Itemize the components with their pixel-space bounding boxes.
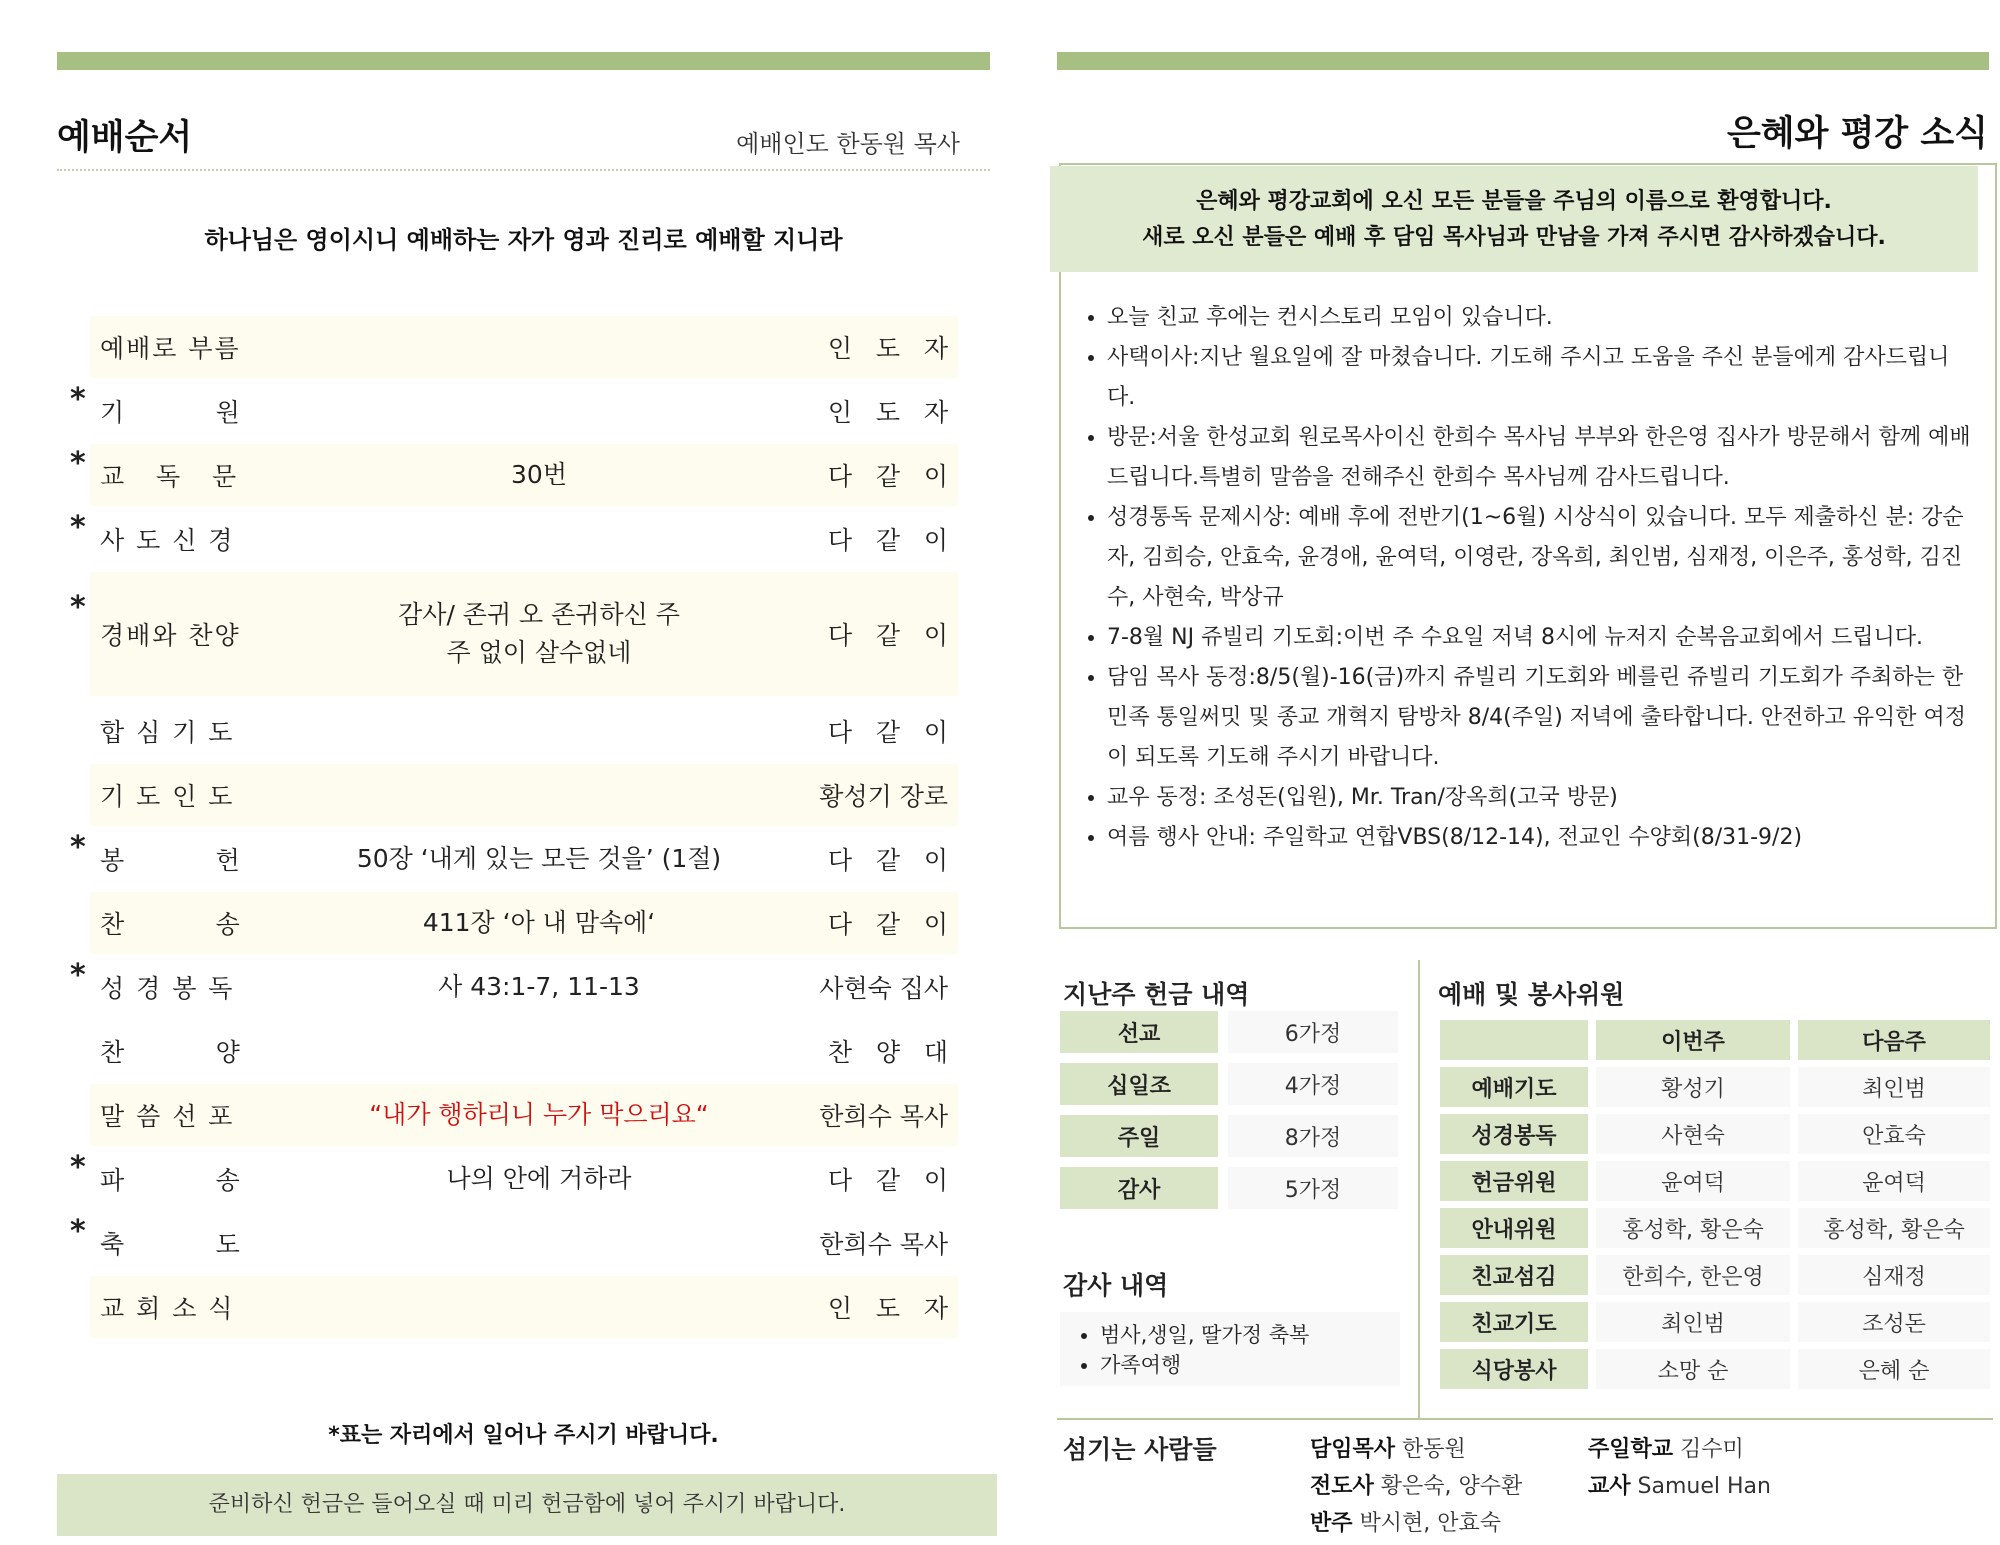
staff-entry <box>1310 1506 1501 1537</box>
worship-leader: 예배인도 한동원 목사 <box>736 130 960 158</box>
title-divider <box>57 169 990 171</box>
order-row <box>90 764 958 826</box>
order-leader: 다 같 이 <box>827 1166 948 1195</box>
service-role: 예배기도 <box>1440 1067 1588 1107</box>
order-leader: 인 도 자 <box>827 398 948 427</box>
order-label: 찬 양 <box>100 1038 242 1067</box>
offering-label: 선교 <box>1060 1011 1218 1053</box>
order-row <box>70 380 958 442</box>
staff-role: 교사 <box>1588 1474 1631 1499</box>
order-row <box>90 316 958 378</box>
order-content: 411장 ‘아 내 맘속에‘ <box>422 908 656 937</box>
standing-note: *표는 자리에서 일어나 주시기 바랍니다. <box>328 1423 719 1448</box>
service-role: 안내위원 <box>1440 1208 1588 1248</box>
scripture-verse: 하나님은 영이시니 예배하는 자가 영과 진리로 예배할 지니라 <box>204 226 843 254</box>
thanks-list <box>1060 1312 1400 1380</box>
standing-asterisk: * <box>70 830 86 865</box>
offering-value: 6가정 <box>1228 1011 1398 1053</box>
service-title: 예배 및 봉사위원 <box>1438 980 1625 1009</box>
service-name: 황성기 <box>1596 1067 1790 1107</box>
service-name: 최인범 <box>1798 1067 1990 1107</box>
order-leader: 다 같 이 <box>827 621 948 650</box>
news-list-wrap <box>1062 298 1974 858</box>
service-header: 다음주 <box>1798 1020 1990 1060</box>
staff-names: 김수미 <box>1673 1437 1744 1462</box>
offering-value: 5가정 <box>1228 1167 1398 1209</box>
news-item: • 7-8월 NJ 쥬빌리 기도회:이번 주 수요일 저녁 8시에 뉴저지 순복음교회에서 드립니다. <box>1107 618 1974 658</box>
order-label: 축 도 <box>100 1230 242 1259</box>
order-label: 경배와 찬양 <box>100 621 241 650</box>
order-label: 말 씀 선 포 <box>100 1102 235 1131</box>
offering-label: 감사 <box>1060 1167 1218 1209</box>
service-name: 안효숙 <box>1798 1114 1990 1154</box>
service-role: 성경봉독 <box>1440 1114 1588 1154</box>
order-leader: 다 같 이 <box>827 846 948 875</box>
offering-label: 주일 <box>1060 1115 1218 1157</box>
service-name: 윤여덕 <box>1596 1161 1790 1201</box>
service-name: 심재정 <box>1798 1255 1990 1295</box>
order-label: 찬 송 <box>100 910 242 939</box>
staff-role: 반주 <box>1310 1511 1353 1536</box>
service-name: 최인범 <box>1596 1302 1790 1342</box>
standing-asterisk: * <box>70 510 86 545</box>
standing-asterisk: * <box>70 958 86 993</box>
standing-asterisk: * <box>70 1214 86 1249</box>
order-label: 기 도 인 도 <box>100 782 235 811</box>
service-name: 홍성학, 황은숙 <box>1596 1208 1790 1248</box>
order-content: “내가 행하리니 누가 막으리요“ <box>369 1100 709 1129</box>
order-content: 감사/ 존귀 오 존귀하신 주 주 없이 살수없네 <box>398 600 680 667</box>
order-leader: 다 같 이 <box>827 718 948 747</box>
section-divider-horizontal <box>1057 1418 1993 1420</box>
order-label: 봉 헌 <box>100 846 242 875</box>
order-leader: 다 같 이 <box>827 910 948 939</box>
staff-names: 박시현, 안효숙 <box>1352 1511 1502 1536</box>
service-role: 친교기도 <box>1440 1302 1588 1342</box>
order-leader: 인 도 자 <box>827 1294 948 1323</box>
order-label: 교 회 소 식 <box>100 1294 235 1323</box>
order-leader: 다 같 이 <box>827 526 948 555</box>
order-content: 나의 안에 거하라 <box>446 1164 632 1193</box>
news-item: • 담임 목사 동정:8/5(월)-16(금)까지 쥬빌리 기도회와 베를린 쥬빌리 기도회가 주최하는 한민족 통일써밋 및 종교 개혁지 탐방차 8/4(주일) 저녁에 출타합니다. 안전하고 유익한 여정이 되도록 기도해 주시기 바랍니다. <box>1107 658 1974 778</box>
staff-entry <box>1310 1469 1522 1500</box>
order-row <box>90 1084 958 1146</box>
order-leader: 인 도 자 <box>827 334 948 363</box>
news-list <box>1062 298 1974 858</box>
welcome-line-1: 은혜와 평강교회에 오신 모든 분들을 주님의 이름으로 환영합니다. <box>1196 189 1832 214</box>
thanks-box <box>1060 1312 1400 1386</box>
order-label: 합 심 기 도 <box>100 718 235 747</box>
staff-names: 한동원 <box>1395 1437 1466 1462</box>
order-leader: 한희수 목사 <box>819 1102 948 1131</box>
order-row <box>90 700 958 762</box>
order-leader: 찬 양 대 <box>827 1038 948 1067</box>
right-top-bar <box>1057 52 1989 70</box>
order-label: 성 경 봉 독 <box>100 974 235 1003</box>
standing-asterisk: * <box>70 446 86 481</box>
welcome-line-2: 새로 오신 분들은 예배 후 담임 목사님과 만남을 가져 주시면 감사하겠습니다. <box>1142 225 1886 250</box>
staff-names: 황은숙, 양수환 <box>1373 1474 1523 1499</box>
order-content: 30번 <box>511 460 567 489</box>
left-top-bar <box>57 52 990 70</box>
order-label: 파 송 <box>100 1166 242 1195</box>
thanks-title: 감사 내역 <box>1063 1271 1169 1300</box>
staff-role: 담임목사 <box>1310 1437 1396 1462</box>
service-name: 소망 순 <box>1596 1349 1790 1389</box>
order-row <box>90 1020 958 1082</box>
order-row <box>70 572 958 696</box>
offering-footer-text: 준비하신 헌금은 들어오실 때 미리 헌금함에 넣어 주시기 바랍니다. <box>208 1492 846 1517</box>
staff-entry <box>1588 1432 1744 1463</box>
service-name: 홍성학, 황은숙 <box>1798 1208 1990 1248</box>
offering-label: 십일조 <box>1060 1063 1218 1105</box>
staff-title: 섬기는 사람들 <box>1063 1435 1217 1464</box>
order-leader: 사현숙 집사 <box>819 974 948 1003</box>
service-role: 친교섬김 <box>1440 1255 1588 1295</box>
service-role: 헌금위원 <box>1440 1161 1588 1201</box>
service-name: 은혜 순 <box>1798 1349 1990 1389</box>
service-name: 사현숙 <box>1596 1114 1790 1154</box>
order-row <box>70 956 958 1018</box>
order-row <box>90 1276 958 1338</box>
service-name: 조성돈 <box>1798 1302 1990 1342</box>
service-header: 이번주 <box>1596 1020 1790 1060</box>
section-divider-vertical <box>1418 960 1420 1418</box>
staff-entry <box>1588 1469 1771 1500</box>
order-row <box>70 1212 958 1274</box>
order-content: 사 43:1-7, 11-13 <box>438 972 640 1001</box>
offering-value: 4가정 <box>1228 1063 1398 1105</box>
order-label: 예배로 부름 <box>100 334 241 363</box>
staff-role: 전도사 <box>1310 1474 1374 1499</box>
order-leader: 다 같 이 <box>827 462 948 491</box>
order-row <box>70 828 958 890</box>
news-item: • 성경통독 문제시상: 예배 후에 전반기(1~6월) 시상식이 있습니다. 모두 제출하신 분: 강순자, 김희승, 안효숙, 윤경애, 윤여덕, 이영란, 장옥희, 최인범, 심재정, 이은주, 홍성학, 김진수, 사현숙, 박상규 <box>1107 498 1974 618</box>
service-name: 한희수, 한은영 <box>1596 1255 1790 1295</box>
order-label: 교 독 문 <box>100 462 239 491</box>
thanks-item: • 가족여행 <box>1100 1350 1400 1380</box>
thanks-item: • 범사,생일, 딸가정 축복 <box>1100 1320 1400 1350</box>
service-role: 식당봉사 <box>1440 1349 1588 1389</box>
order-row <box>70 444 958 506</box>
order-label: 사 도 신 경 <box>100 526 235 555</box>
staff-role: 주일학교 <box>1588 1437 1674 1462</box>
news-item: • 방문:서울 한성교회 원로목사이신 한희수 목사님 부부와 한은영 집사가 방문해서 함께 예배드립니다.특별히 말씀을 전해주신 한희수 목사님께 감사드립니다. <box>1107 418 1974 498</box>
order-leader: 황성기 장로 <box>819 782 948 811</box>
news-item: • 사택이사:지난 월요일에 잘 마쳤습니다. 기도해 주시고 도움을 주신 분들에게 감사드립니다. <box>1107 338 1974 418</box>
news-item: • 오늘 친교 후에는 컨시스토리 모임이 있습니다. <box>1107 298 1974 338</box>
order-row <box>70 508 958 570</box>
staff-names: Samuel Han <box>1630 1474 1771 1499</box>
order-leader: 한희수 목사 <box>819 1230 948 1259</box>
standing-asterisk: * <box>70 1150 86 1185</box>
offering-value: 8가정 <box>1228 1115 1398 1157</box>
standing-asterisk: * <box>70 590 86 625</box>
news-item: • 여름 행사 안내: 주일학교 연합VBS(8/12-14), 전교인 수양회(8/31-9/2) <box>1107 818 1974 858</box>
order-label: 기 원 <box>100 398 242 427</box>
service-header <box>1440 1020 1588 1060</box>
staff-entry <box>1310 1432 1466 1463</box>
welcome-banner <box>1050 166 1978 272</box>
news-item: • 교우 동정: 조성돈(입원), Mr. Tran/장옥희(고국 방문) <box>1107 778 1974 818</box>
news-title: 은혜와 평강 소식 <box>1726 114 1988 154</box>
standing-asterisk: * <box>70 382 86 417</box>
order-row <box>70 1148 958 1210</box>
offering-footer <box>57 1474 997 1536</box>
page-title: 예배순서 <box>57 118 193 158</box>
service-name: 윤여덕 <box>1798 1161 1990 1201</box>
order-row <box>90 892 958 954</box>
offering-title: 지난주 헌금 내역 <box>1063 980 1250 1009</box>
order-content: 50장 ‘내게 있는 모든 것을’ (1절) <box>356 844 722 873</box>
